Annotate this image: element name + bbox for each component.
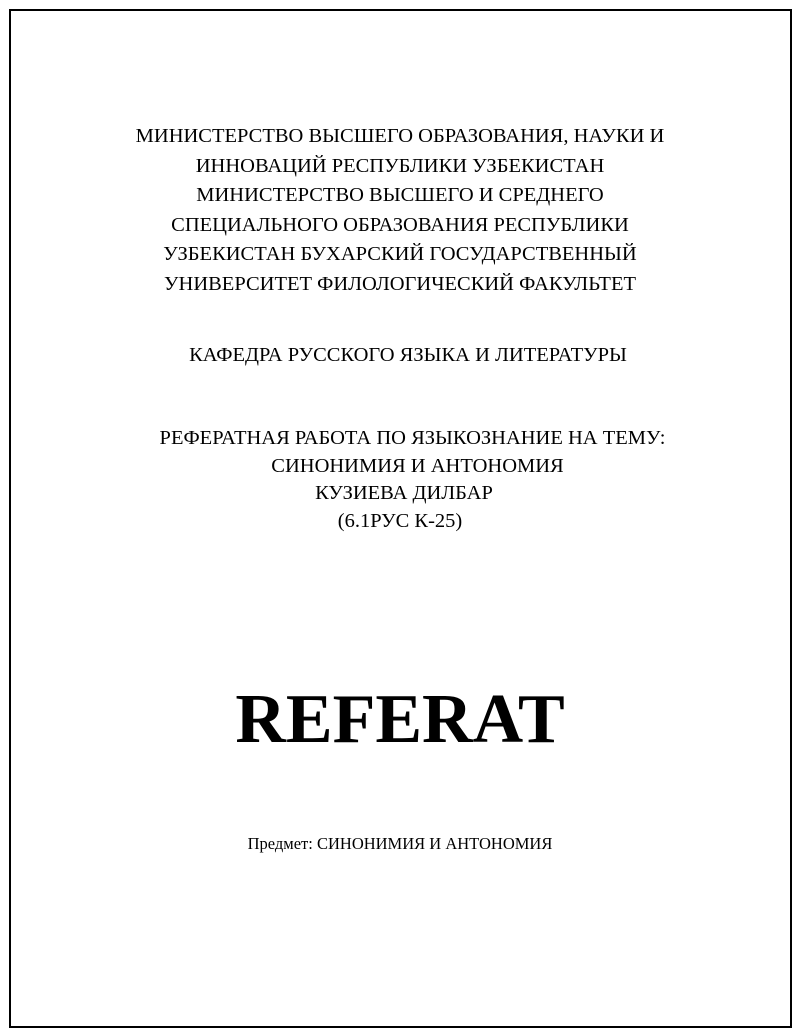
author-name: КУЗИЕВА ДИЛБАР — [315, 482, 493, 504]
work-heading: РЕФЕРАТНАЯ РАБОТА ПО ЯЗЫКОЗНАНИЕ НА ТЕМУ: — [159, 427, 666, 449]
department-name — [8, 341, 800, 370]
ministry-line: МИНИСТЕРСТВО ВЫСШЕГО ОБРАЗОВАНИЯ, НАУКИ И — [135, 125, 665, 147]
department-line: КАФЕДРА РУССКОГО ЯЗЫКА И ЛИТЕРАТУРЫ — [189, 344, 627, 366]
ministry-header — [0, 122, 800, 300]
subject-line: Предмет: СИНОНИМИЯ И АНТОНОМИЯ — [247, 834, 553, 853]
work-topic: СИНОНИМИЯ И АНТОНОМИЯ — [271, 454, 564, 477]
ministry-line: СПЕЦИАЛЬНОГО ОБРАЗОВАНИЯ РЕСПУБЛИКИ — [171, 213, 629, 236]
ministry-line: ИННОВАЦИЙ РЕСПУБЛИКИ УЗБЕКИСТАН — [195, 154, 605, 177]
ministry-line: УНИВЕРСИТЕТ ФИЛОЛОГИЧЕСКИЙ ФАКУЛЬТЕТ — [164, 272, 636, 295]
ministry-line: МИНИСТЕРСТВО ВЫСШЕГО И СРЕДНЕГО — [196, 184, 604, 207]
work-info — [0, 425, 800, 535]
ministry-line: УЗБЕКИСТАН БУХАРСКИЙ ГОСУДАРСТВЕННЫЙ — [163, 243, 637, 266]
document-title: REFERAT — [235, 681, 565, 758]
group-code: (6.1РУС К-25) — [337, 509, 463, 532]
